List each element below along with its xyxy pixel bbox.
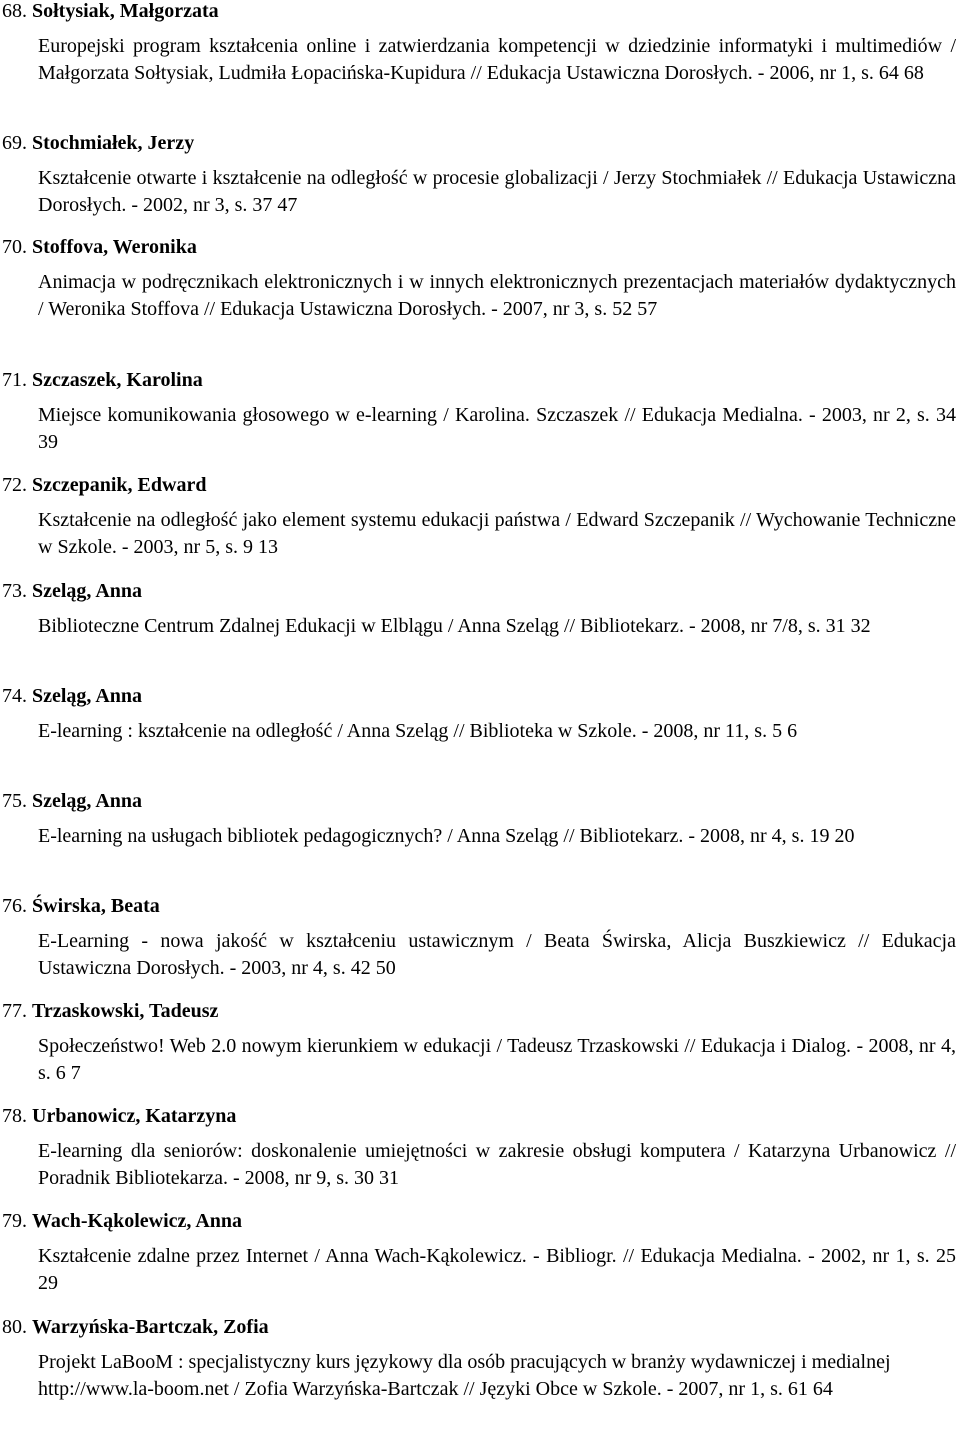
entry-citation: Kształcenie otwarte i kształcenie na odległość w procesie globalizacji / Jerzy Stochmiałek // Edukacja Ustawiczna Dorosłych. - 2002, nr 3, s. 37 47: [38, 167, 956, 216]
entry-heading: [2, 1316, 269, 1338]
entry-number: 70.: [2, 236, 27, 258]
entry-heading: [2, 1105, 236, 1127]
entry-citation: E-learning : kształcenie na odległość / Anna Szeląg // Biblioteka w Szkole. - 2008, nr 11, s. 5 6: [38, 720, 798, 742]
entry-number: 75.: [2, 790, 27, 812]
entry-number: 79.: [2, 1210, 27, 1232]
entry-citation: Miejsce komunikowania głosowego w e-learning / Karolina. Szczaszek // Edukacja Medialna. - 2003, nr 2, s. 34 39: [38, 404, 956, 453]
entry-citation: Europejski program kształcenia online i zatwierdzania kompetencji w dziedzinie informatyki i multimediów / Małgorzata Sołtysiak, Ludmiła Łopacińska-Kupidura // Edukacja Ustawiczna Dorosłych. - 2006, nr 1, s. 64 68: [38, 35, 956, 84]
entry-author: Szeląg, Anna: [32, 685, 143, 707]
entry-author: Szeląg, Anna: [32, 580, 143, 602]
entry-heading: [2, 369, 203, 391]
entry-author: Stochmiałek, Jerzy: [32, 132, 195, 154]
entry-number: 69.: [2, 132, 27, 154]
entry-citation: Kształcenie zdalne przez Internet / Anna Wach-Kąkolewicz. - Bibliogr. // Edukacja Medialna. - 2002, nr 1, s. 25 29: [38, 1245, 956, 1294]
entry-author: Szczepanik, Edward: [32, 474, 207, 496]
entry-citation: Kształcenie na odległość jako element systemu edukacji państwa / Edward Szczepanik // Wychowanie Techniczne w Szkole. - 2003, nr 5, s. 9 13: [38, 509, 956, 558]
entry-author: Szeląg, Anna: [32, 790, 143, 812]
entry-author: Szczaszek, Karolina: [32, 369, 203, 391]
entry-heading: [2, 685, 142, 707]
entry-citation: Społeczeństwo! Web 2.0 nowym kierunkiem w edukacji / Tadeusz Trzaskowski // Edukacja i Dialog. - 2008, nr 4, s. 6 7: [38, 1035, 956, 1084]
entry-author: Świrska, Beata: [32, 895, 160, 917]
entry-citation: Projekt LaBooM : specjalistyczny kurs językowy dla osób pracujących w branży wydawniczej i medialnej http://www.la-boom.net / Zofia Warzyńska-Bartczak // Języki Obce w Szkole. - 2007, nr 1, s. 61 64: [38, 1351, 891, 1400]
entry-number: 77.: [2, 1000, 27, 1022]
entry-author: Warzyńska-Bartczak, Zofia: [32, 1316, 269, 1338]
entry-number: 72.: [2, 474, 27, 496]
entry-citation: Biblioteczne Centrum Zdalnej Edukacji w Elblągu / Anna Szeląg // Bibliotekarz. - 2008, nr 7/8, s. 31 32: [38, 615, 871, 637]
entry-heading: [2, 132, 194, 154]
entry-heading: [2, 580, 142, 602]
entry-author: Trzaskowski, Tadeusz: [32, 1000, 219, 1022]
entry-heading: [2, 474, 206, 496]
entry-number: 68.: [2, 0, 27, 22]
entry-citation: E-Learning - nowa jakość w kształceniu ustawicznym / Beata Świrska, Alicja Buszkiewicz // Edukacja Ustawiczna Dorosłych. - 2003, nr 4, s. 42 50: [38, 930, 956, 979]
entry-number: 76.: [2, 895, 27, 917]
entry-author: Urbanowicz, Katarzyna: [32, 1105, 237, 1127]
entry-number: 71.: [2, 369, 27, 391]
entry-number: 73.: [2, 580, 27, 602]
entry-author: Wach-Kąkolewicz, Anna: [32, 1210, 243, 1232]
entry-citation: E-learning na usługach bibliotek pedagogicznych? / Anna Szeląg // Bibliotekarz. - 2008, nr 4, s. 19 20: [38, 825, 855, 847]
entry-heading: [2, 895, 160, 917]
entry-number: 74.: [2, 685, 27, 707]
entry-heading: [2, 1210, 242, 1232]
entry-author: Stoffova, Weronika: [32, 236, 197, 258]
entry-number: 78.: [2, 1105, 27, 1127]
entry-heading: [2, 1000, 218, 1022]
entry-heading: [2, 236, 197, 258]
entry-heading: [2, 790, 142, 812]
entry-number: 80.: [2, 1316, 27, 1338]
entry-citation: Animacja w podręcznikach elektronicznych i w innych elektronicznych prezentacjach materiałów dydaktycznych / Weronika Stoffova // Edukacja Ustawiczna Dorosłych. - 2007, nr 3, s. 52 57: [38, 271, 956, 320]
entry-author: Sołtysiak, Małgorzata: [32, 0, 219, 22]
entry-heading: [2, 0, 219, 22]
entry-citation: E-learning dla seniorów: doskonalenie umiejętności w zakresie obsługi komputera / Katarzyna Urbanowicz // Poradnik Bibliotekarza. - 2008, nr 9, s. 30 31: [38, 1140, 956, 1189]
